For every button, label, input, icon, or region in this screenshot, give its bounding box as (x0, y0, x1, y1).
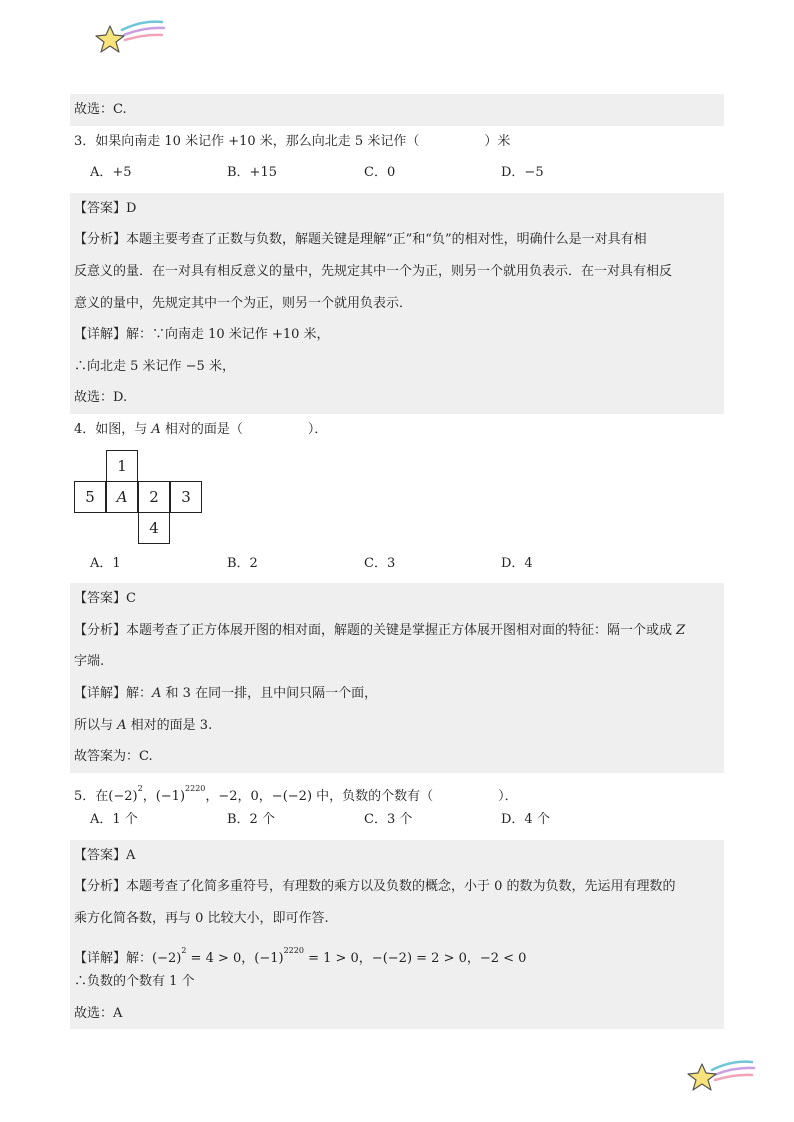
q3-option-b: B．+15 (227, 165, 277, 181)
q4-option-c: C．3 (364, 555, 396, 571)
q3-option-c: C．0 (364, 165, 396, 181)
document-body (70, 94, 724, 1029)
q5-solution (70, 840, 724, 1030)
q5-analysis-2: 乘方化简各数，再与 0 比较大小，即可作答. (74, 911, 329, 927)
q3-analysis-2: 反意义的量．在一对具有相反意义的量中，先规定其中一个为正，则另一个就用负表示．在一对具有相反 (74, 263, 673, 279)
q3-analysis-3: 意义的量中，先规定其中一个为正，则另一个就用负表示． (74, 295, 413, 311)
q3-detail-2: ∴向北走 5 米记作 −5 米， (74, 358, 235, 374)
q5-answer: 【答案】A (74, 847, 136, 863)
q3-option-d: D．−5 (501, 165, 544, 181)
q4-option-a: A．1 (90, 555, 121, 571)
q4-solution (70, 583, 724, 773)
net-face-top: 1 (106, 450, 138, 482)
q5-detail-1: 【详解】解：$(-2)^2 = 4 > 0$，$(-1)^{2220} = 1 > 0$，−(−2) = 2 > 0，−2 < 0 (74, 945, 527, 966)
q3-detail-1: 【详解】解：∵向南走 10 米记作 +10 米， (74, 327, 330, 343)
q5-options (70, 804, 724, 836)
net-face-center: A (106, 481, 138, 513)
q4-option-b: B．2 (227, 555, 258, 571)
previous-conclusion: 故选：C. (70, 94, 724, 126)
net-face-left: 5 (74, 481, 106, 513)
q3-solution (70, 193, 724, 414)
q4-detail-1: 【详解】解：A 和 3 在同一排，且中间只隔一个面， (74, 685, 378, 701)
q4-option-d: D．4 (501, 555, 533, 571)
cube-net-figure (72, 446, 724, 548)
net-face-right-2: 3 (170, 481, 202, 513)
q5-option-b: B．2 个 (227, 812, 275, 828)
q4-analysis-2: 字端. (74, 654, 105, 670)
star-decoration-bottom-icon (684, 1056, 756, 1096)
q4-analysis-1: 【分析】本题考查了正方体展开图的相对面，解题的关键是掌握正方体展开图相对面的特征：隔一个或成 Z (74, 622, 686, 638)
q5-detail-2: ∴负数的个数有 1 个 (74, 974, 195, 990)
q3-option-a: A．+5 (90, 165, 132, 181)
q3-stem: 3．如果向南走 10 米记作 +10 米，那么向北走 5 米记作（ ）米 (74, 133, 511, 149)
net-face-bottom: 4 (138, 512, 170, 544)
q5-conclusion: 故选：A (74, 1005, 123, 1021)
q3-options (70, 157, 724, 189)
star-decoration-top-icon (92, 18, 166, 58)
q4-detail-2: 所以与 A 相对的面是 3. (74, 717, 213, 733)
q4-stem: 4．如图，与 A 相对的面是（ ）． (74, 421, 328, 437)
q5-option-a: A．1 个 (90, 812, 138, 828)
q5-stem: 5．在$(-2)^2$，$(-1)^{2220}$，−2，0，−(−2) 中，负数的个数有（ ）． (74, 783, 518, 804)
q5-option-d: D．4 个 (501, 812, 550, 828)
q3-analysis-1: 【分析】本题主要考查了正数与负数，解题关键是理解“正”和“负”的相对性，明确什么是一对具有相 (74, 232, 647, 248)
q4-conclusion: 故答案为：C. (74, 749, 153, 765)
q4-answer: 【答案】C (74, 591, 136, 607)
net-face-right-1: 2 (138, 481, 170, 513)
q5-option-c: C．3 个 (364, 812, 413, 828)
q4-options (70, 548, 724, 580)
q3-conclusion: 故选：D. (74, 390, 128, 406)
q3-answer: 【答案】D (74, 200, 137, 216)
q5-analysis-1: 【分析】本题考查了化简多重符号，有理数的乘方以及负数的概念，小于 0 的数为负数，先运用有理数的 (74, 879, 676, 895)
